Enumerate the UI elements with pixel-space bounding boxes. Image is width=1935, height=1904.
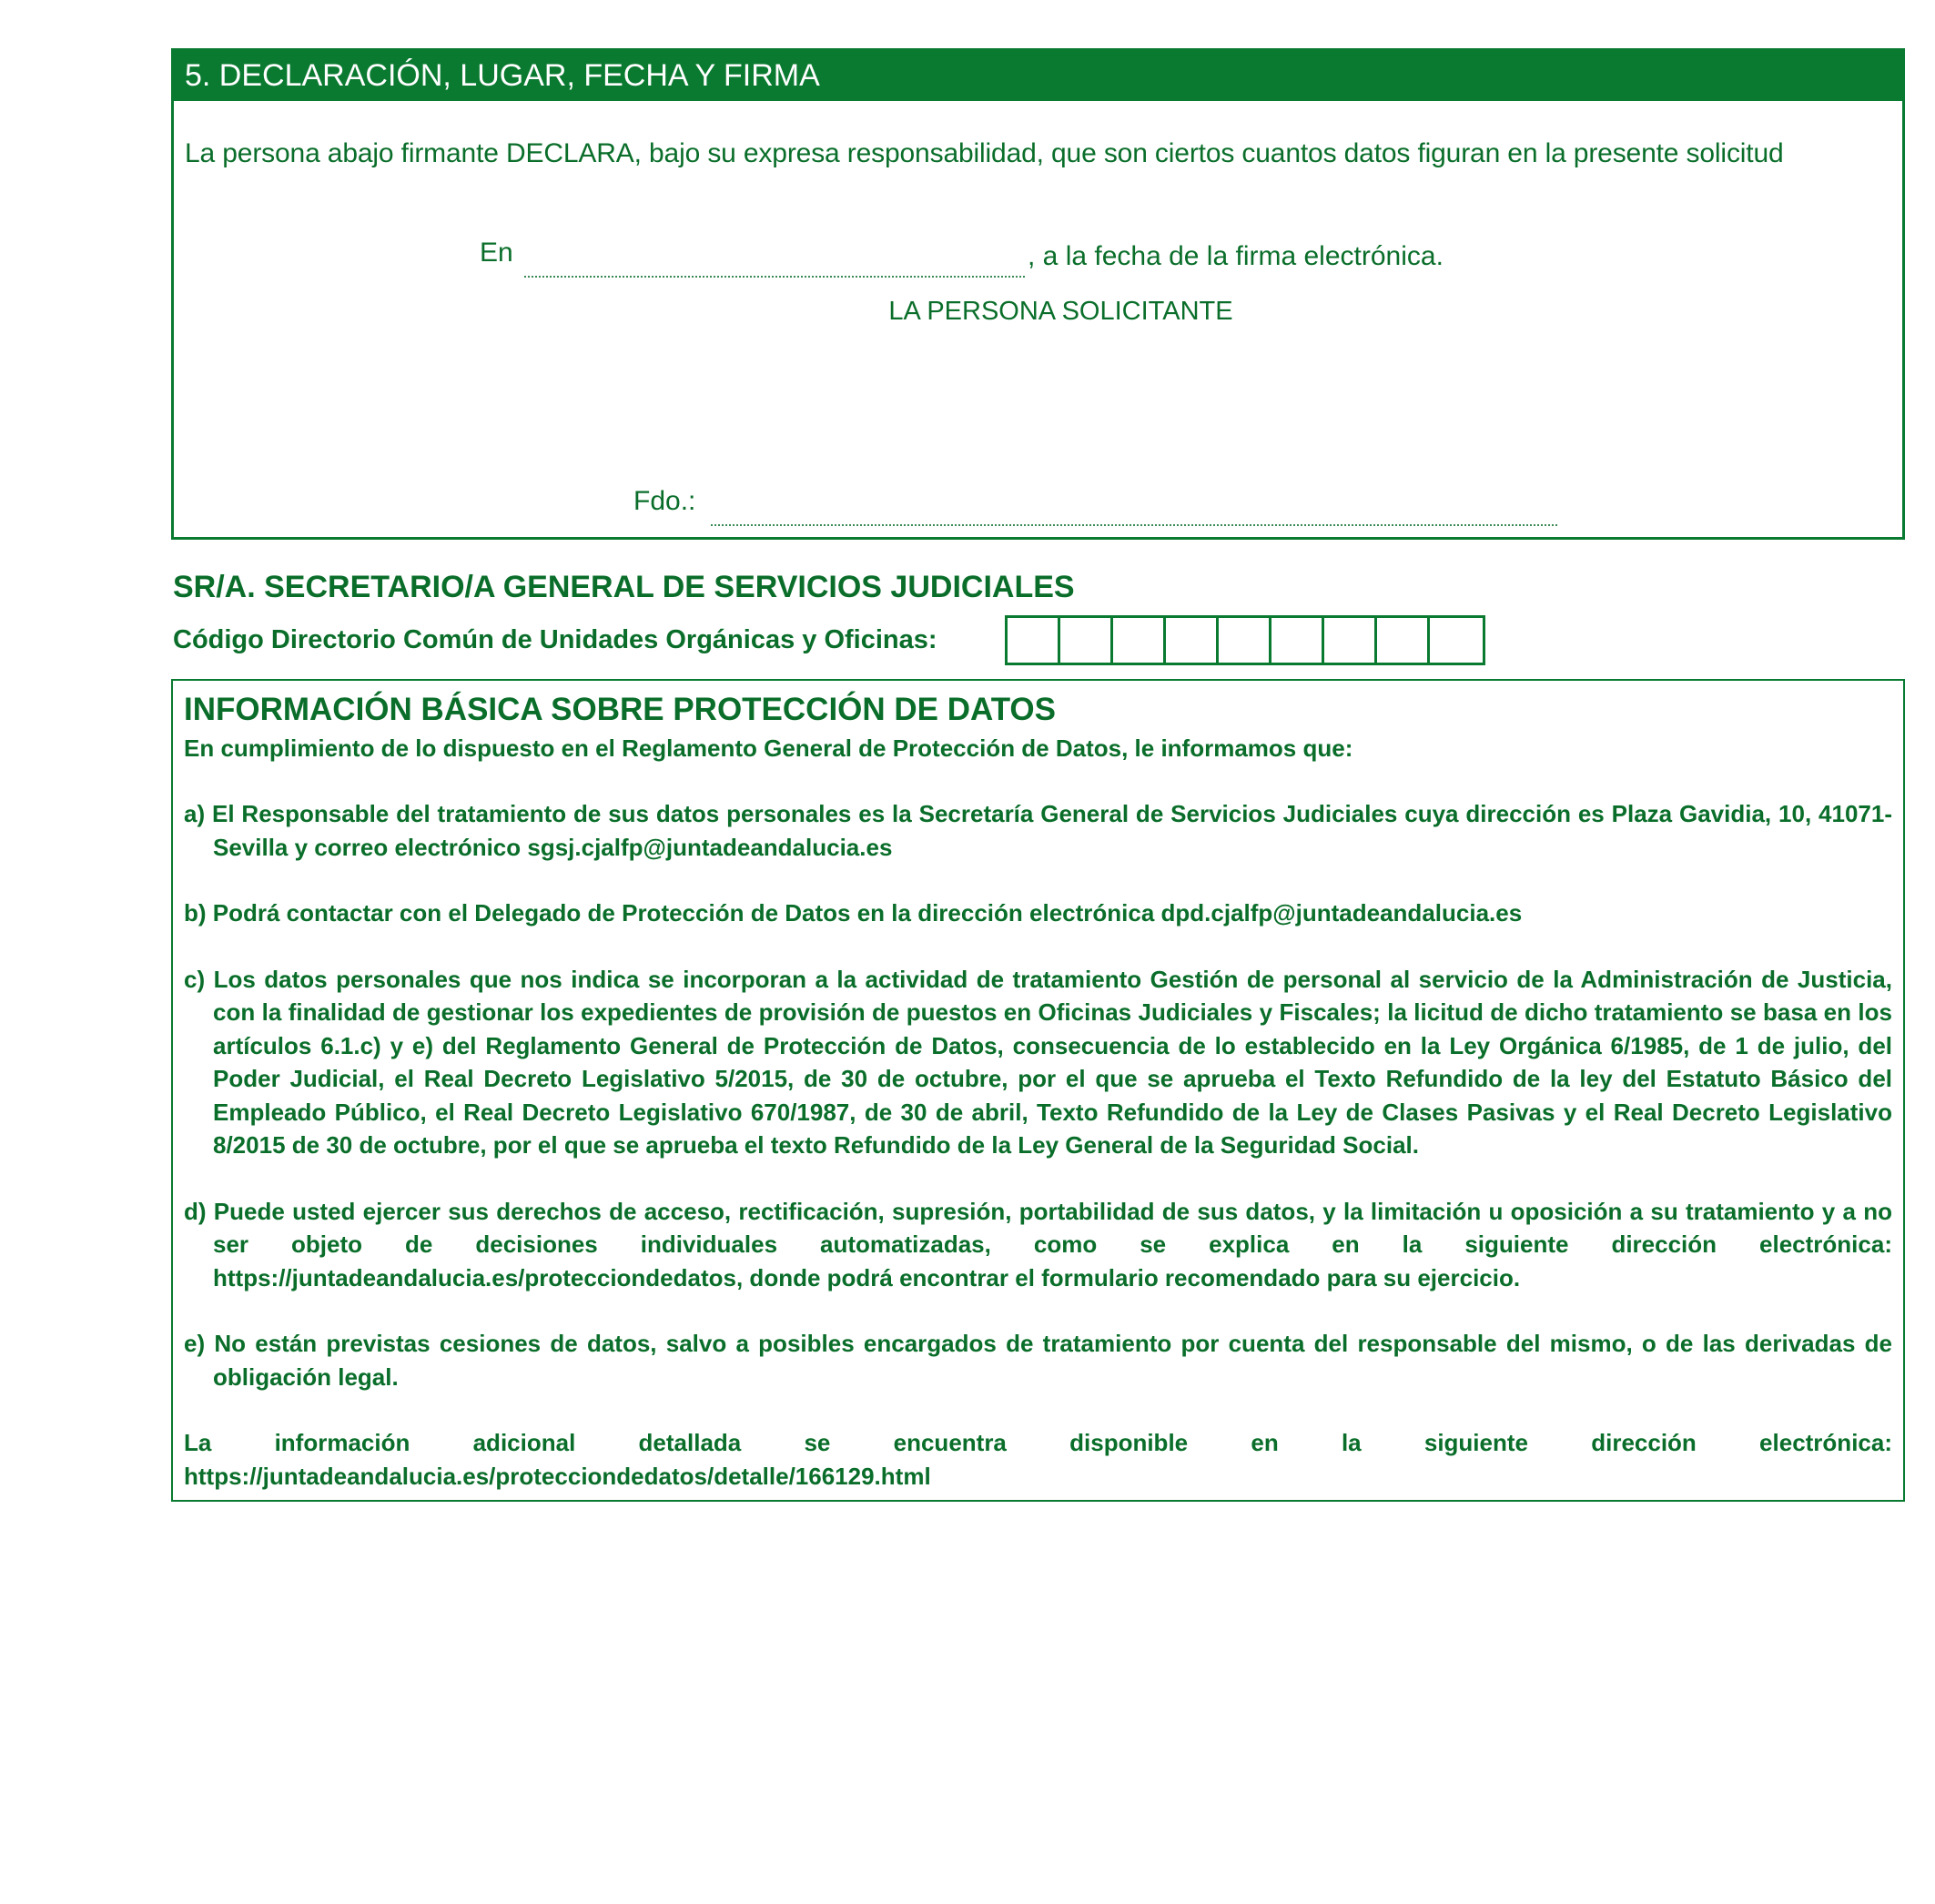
signed-label: Fdo.: xyxy=(633,486,696,516)
date-text: , a la fecha de la firma electrónica. xyxy=(1028,241,1444,271)
code-box[interactable] xyxy=(1008,618,1060,663)
data-protection-item-c: c) Los datos personales que nos indica se incorporan a la actividad de tratamiento Gestión de personal al servicio de la Administración de Justicia, con la finalidad de gestionar los expedientes de provisión de puestos en Oficinas Judiciales y Fiscales; la licitud de dicho tratamiento se basa en los artículos 6.1.c) y e) del Reglamento General de Protección de Datos, consecuencia de lo establecido en la Ley Orgánica 6/1985, de 1 de julio, del Poder Judicial, el Real Decreto Legislativo 5/2015, de 30 de octubre, por el que se aprueba el Texto Refundido de la ley del Estatuto Básico del Empleado Público, el Real Decreto Legislativo 670/1987, de 30 de abril, Texto Refundido de la Ley de Clases Pasivas y el Real Decreto Legislativo 8/2015 de 30 de octubre, por el que se aprueba el texto Refundido de la Ley General de la Seguridad Social. xyxy=(184,965,1892,1159)
data-protection-section xyxy=(171,679,1905,1502)
code-box[interactable] xyxy=(1060,618,1113,663)
code-box[interactable] xyxy=(1219,618,1271,663)
code-box[interactable] xyxy=(1166,618,1219,663)
signer-role: LA PERSONA SOLICITANTE xyxy=(888,297,1233,326)
code-input-group xyxy=(1005,615,1485,665)
additional-info: La información adicional detallada se encuentra disponible en la siguiente dirección electrónica: https://juntadeandalucia.es/protecciondedatos/detalle/166129.html xyxy=(184,1429,1892,1490)
recipient-title: SR/A. SECRETARIO/A GENERAL DE SERVICIOS JUDICIALES xyxy=(173,570,1075,604)
place-label: En xyxy=(480,238,513,268)
code-box[interactable] xyxy=(1271,618,1324,663)
code-box[interactable] xyxy=(1430,618,1483,663)
signature-field[interactable] xyxy=(711,524,1557,526)
code-label: Código Directorio Común de Unidades Orgánicas y Oficinas: xyxy=(173,625,937,654)
code-box[interactable] xyxy=(1113,618,1166,663)
declaration-section xyxy=(171,48,1905,540)
data-protection-item-e: e) No están previstas cesiones de datos, salvo a posibles encargados de tratamiento por cuenta del responsable del mismo, o de las derivadas de obligación legal. xyxy=(184,1330,1892,1391)
data-protection-item-b: b) Podrá contactar con el Delegado de Protección de Datos en la dirección electrónica dpd.cjalfp@juntadeandalucia.es xyxy=(184,899,1523,927)
data-protection-intro: En cumplimiento de lo dispuesto en el Reglamento General de Protección de Datos, le informamos que: xyxy=(184,734,1353,762)
data-protection-item-d: d) Puede usted ejercer sus derechos de acceso, rectificación, supresión, portabilidad de sus datos, y la limitación u oposición a su tratamiento y a no ser objeto de decisiones individuales automatizadas, como se explica en la siguiente dirección electrónica: https://juntadeandalucia.es/protecciondedatos, donde podrá encontrar el formulario recomendado para su ejercicio. xyxy=(184,1197,1892,1291)
section-title: 5. DECLARACIÓN, LUGAR, FECHA Y FIRMA xyxy=(174,51,1902,101)
declaration-text: La persona abajo firmante DECLARA, bajo su expresa responsabilidad, que son ciertos cuantos datos figuran en la presente solicitud xyxy=(185,138,1784,168)
code-box[interactable] xyxy=(1377,618,1430,663)
place-field[interactable] xyxy=(524,276,1025,278)
data-protection-title: INFORMACIÓN BÁSICA SOBRE PROTECCIÓN DE DATOS xyxy=(184,692,1057,727)
data-protection-item-a: a) El Responsable del tratamiento de sus datos personales es la Secretaría General de Servicios Judiciales cuya dirección es Plaza Gavidia, 10, 41071-Sevilla y correo electrónico sgsj.cjalfp@juntadeandalucia.es xyxy=(184,800,1892,861)
code-box[interactable] xyxy=(1324,618,1377,663)
